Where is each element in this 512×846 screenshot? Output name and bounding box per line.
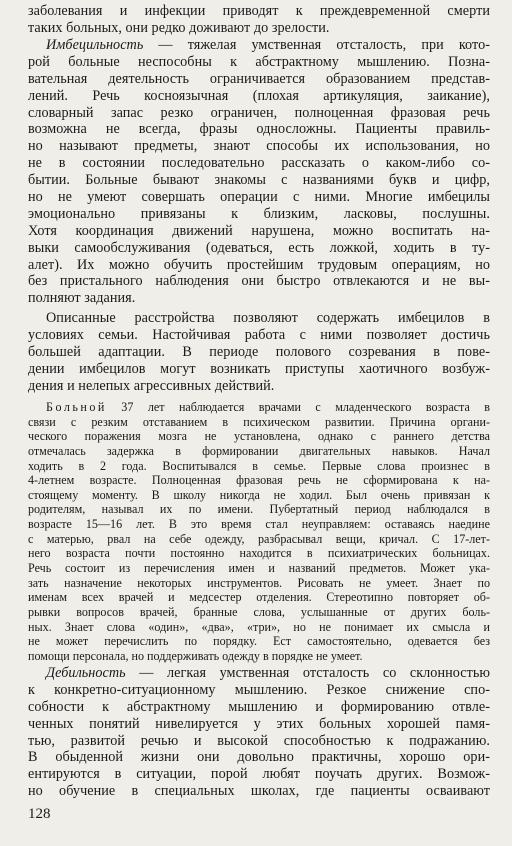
text-line: дения и нелепых агрессивных действий. — [28, 377, 275, 394]
text-line: Дебильность — легкая умственная отсталость со склонностью — [46, 665, 490, 681]
text-line: алет). Их можно обучить простейшим трудовым операциям, но — [28, 256, 490, 273]
text-line: собности к абстрактному мышлению и формированию отвле- — [28, 698, 490, 715]
text-line: бытии. Больные бывают знакомы с названиями букв и цифр, — [28, 172, 490, 189]
text-line: Речь состоит из перечисления имен и названий предметов. Может ука- — [28, 561, 490, 576]
text-line: тью, развитой речью и высокой способностью к подражанию. — [28, 732, 490, 749]
text-line: дении имбецилов могут возникать приступы хаотичного возбуж- — [28, 360, 490, 377]
text-line: ентируются в ситуации, порой любят поучать других. Возмож- — [28, 766, 490, 783]
paragraph-disorders — [28, 310, 490, 394]
text-line: родителям, называл их по имени. Пубертатный период наблюдался в — [28, 502, 490, 517]
text-line: помощи персонала, но поддерживать одежду в порядке не умеет. — [28, 648, 363, 663]
text-line: ных. Знает слова «один», «два», «три», но не понимает их смысла и — [28, 619, 490, 634]
text-line: без пристального наблюдения они быстро отвлекаются и не вы- — [28, 273, 490, 290]
text-line: зать назначение некоторых инструментов. Рисовать не умеет. Знает по — [28, 575, 490, 590]
text-line: именам всех врачей и медсестер отделения. Стереотипно повторяет об- — [28, 590, 490, 605]
text-line: Имбецильность — тяжелая умственная отсталость, при кото- — [46, 37, 490, 53]
text-line: 4-летнем возрасте. Полноценная фразовая речь не сформирована к на- — [28, 473, 490, 488]
paragraph-debility — [28, 665, 490, 800]
text-line: но называют предметы, знают способы их использования, но — [28, 138, 490, 155]
text-line: возможна не всегда, фразы односложны. Пациенты правиль- — [28, 121, 490, 138]
text-line: не может перечислить по порядку. Ест самостоятельно, одевается без — [28, 634, 490, 649]
text-line: Хотя координация движений нарушена, можно воспитать на- — [28, 222, 490, 239]
case-lead: Больной — [46, 400, 107, 414]
text-line: В обыденной жизни они довольно практичны, хорошо ори- — [28, 749, 490, 766]
text-line: словарный запас резко ограничен, полноценная фразовая речь — [28, 104, 490, 121]
text-line: ческого поражения мозга не установлена, однако с раннего детства — [28, 429, 490, 444]
text-line: лений. Речь косноязычная (плохая артикуляция, заикание), — [28, 87, 490, 104]
text-line: стоящему моменту. В школу никогда не ходил. Был очень привязан к — [28, 487, 490, 502]
text-line: вательная деятельность ограничивается образованием представ- — [28, 70, 490, 87]
term-imbecility: Имбецильность — [46, 37, 144, 53]
text-line: рой больные неспособны к абстрактному мышлению. Позна- — [28, 53, 490, 70]
text-line: выки самообслуживания (одеваться, есть ложкой, ходить в ту- — [28, 239, 490, 256]
text-line: таких больных, они редко доживают до зрелости. — [28, 19, 330, 36]
text-line: но обучение в специальных школах, где пациенты осваивают — [28, 783, 490, 800]
text-line: полняют задания. — [28, 290, 136, 307]
text-line: большей адаптации. В периоде полового созревания в пове- — [28, 343, 490, 360]
paragraph-intro — [28, 3, 490, 37]
paragraph-imbecility — [28, 37, 490, 307]
text-line: заболевания и инфекции приводят к преждевременной смерти — [28, 3, 490, 19]
text-line: Описанные расстройства позволяют содержать имбецилов в — [46, 310, 490, 326]
page-number: 128 — [28, 806, 51, 822]
text-line: но не умеют совершать операции с ними. Многие имбецилы — [28, 189, 490, 206]
case-study — [28, 400, 490, 664]
text-line: рывки вопросов врачей, бранные слова, услышанные от других боль- — [28, 604, 490, 619]
text-line: с матерью, рвал на себе одежду, разбрасывал вещи, кричал. С 17-лет- — [28, 531, 490, 546]
text-line: не в состоянии последовательно рассказать о каком-либо со- — [28, 155, 490, 172]
term-debility: Дебильность — [46, 665, 126, 681]
text-line: эмоционально привязаны к близким, ласковы, послушны. — [28, 205, 490, 222]
text-line: Больной 37 лет наблюдается врачами с младенческого возраста в — [46, 400, 490, 414]
text-line: него возраста почти постоянно находится в психиатрических больницах. — [28, 546, 490, 561]
text-line: к конкретно-ситуационному мышлению. Резкое снижение спо- — [28, 681, 490, 698]
text-line: ходить в 2 года. Воспитывался в семье. Первые слова произнес в — [28, 458, 490, 473]
text-line: связи с резким отставанием в психическом развитии. Причина органи- — [28, 414, 490, 429]
text-line: отмечалась задержка в формировании двигательных навыков. Начал — [28, 443, 490, 458]
text-line: возрасте 15—16 лет. В это время стал неуправляем: оставаясь наедине — [28, 517, 490, 532]
text-line: условиях семьи. Настойчивая работа с ними позволяет достичь — [28, 326, 490, 343]
text-line: ченных понятий нивелируется у этих больных хорошей памя- — [28, 715, 490, 732]
